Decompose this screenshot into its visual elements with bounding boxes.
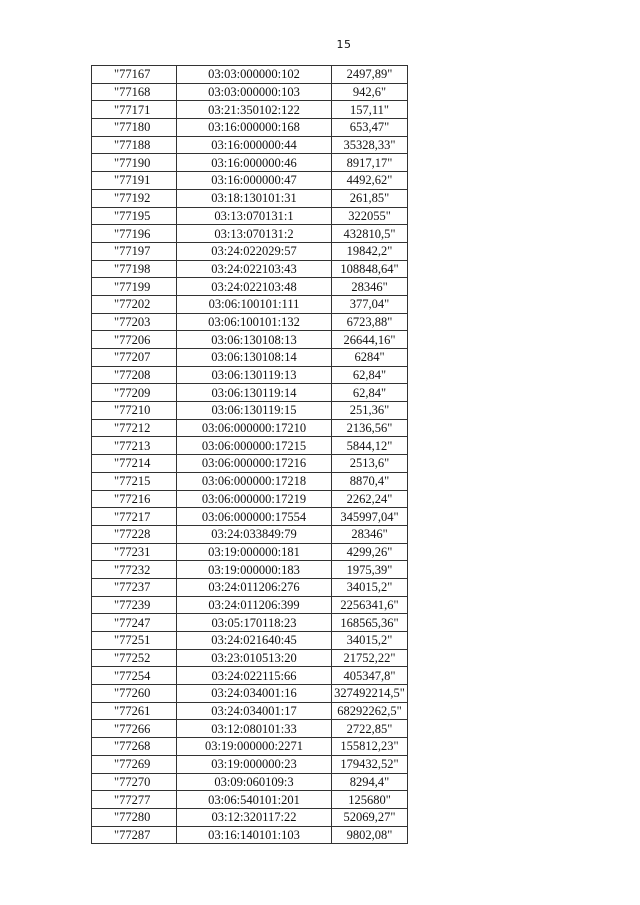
table-row — [92, 402, 408, 420]
row-id-cell: "77237 — [92, 578, 177, 596]
cadastral-number-cell: 03:19:000000:2271 — [177, 738, 332, 756]
row-id-cell: "77198 — [92, 260, 177, 278]
value-cell: 157,11" — [332, 101, 408, 119]
cadastral-number-cell: 03:06:000000:17215 — [177, 437, 332, 455]
row-id-cell: "77280 — [92, 808, 177, 826]
cadastral-number-cell: 03:06:130119:14 — [177, 384, 332, 402]
value-cell: 261,85" — [332, 189, 408, 207]
value-cell: 2262,24" — [332, 490, 408, 508]
row-id-cell: "77269 — [92, 755, 177, 773]
value-cell: 8917,17" — [332, 154, 408, 172]
row-id-cell: "77168 — [92, 83, 177, 101]
value-cell: 345997,04" — [332, 508, 408, 526]
row-id-cell: "77203 — [92, 313, 177, 331]
row-id-cell: "77270 — [92, 773, 177, 791]
cadastral-number-cell: 03:23:010513:20 — [177, 649, 332, 667]
cadastral-number-cell: 03:19:000000:181 — [177, 543, 332, 561]
value-cell: 52069,27" — [332, 808, 408, 826]
cadastral-number-cell: 03:06:000000:17218 — [177, 472, 332, 490]
table-row — [92, 331, 408, 349]
cadastral-number-cell: 03:19:000000:23 — [177, 755, 332, 773]
table-row — [92, 702, 408, 720]
cadastral-number-cell: 03:24:011206:399 — [177, 596, 332, 614]
value-cell: 2513,6" — [332, 455, 408, 473]
row-id-cell: "77209 — [92, 384, 177, 402]
row-id-cell: "77217 — [92, 508, 177, 526]
row-id-cell: "77254 — [92, 667, 177, 685]
table-row — [92, 773, 408, 791]
value-cell: 68292262,5" — [332, 702, 408, 720]
table-row — [92, 313, 408, 331]
table-row — [92, 826, 408, 844]
cadastral-number-cell: 03:24:022103:48 — [177, 278, 332, 296]
table-row — [92, 596, 408, 614]
value-cell: 28346" — [332, 278, 408, 296]
cadastral-number-cell: 03:16:000000:44 — [177, 136, 332, 154]
row-id-cell: "77266 — [92, 720, 177, 738]
value-cell: 2722,85" — [332, 720, 408, 738]
cadastral-number-cell: 03:13:070131:1 — [177, 207, 332, 225]
value-cell: 942,6" — [332, 83, 408, 101]
row-id-cell: "77214 — [92, 455, 177, 473]
value-cell: 432810,5" — [332, 225, 408, 243]
cadastral-number-cell: 03:16:000000:168 — [177, 119, 332, 137]
table-row — [92, 207, 408, 225]
table-row — [92, 525, 408, 543]
table-row — [92, 295, 408, 313]
value-cell: 34015,2" — [332, 632, 408, 650]
row-id-cell: "77287 — [92, 826, 177, 844]
cadastral-number-cell: 03:13:070131:2 — [177, 225, 332, 243]
cadastral-number-cell: 03:09:060109:3 — [177, 773, 332, 791]
cadastral-number-cell: 03:24:033849:79 — [177, 525, 332, 543]
row-id-cell: "77252 — [92, 649, 177, 667]
value-cell: 2136,56" — [332, 419, 408, 437]
row-id-cell: "77196 — [92, 225, 177, 243]
value-cell: 251,36" — [332, 402, 408, 420]
table-row — [92, 561, 408, 579]
table-row — [92, 119, 408, 137]
row-id-cell: "77213 — [92, 437, 177, 455]
table-row — [92, 225, 408, 243]
row-id-cell: "77247 — [92, 614, 177, 632]
table-row — [92, 242, 408, 260]
row-id-cell: "77188 — [92, 136, 177, 154]
cadastral-number-cell: 03:24:034001:16 — [177, 685, 332, 703]
cadastral-number-cell: 03:16:000000:47 — [177, 172, 332, 190]
table-row — [92, 136, 408, 154]
row-id-cell: "77239 — [92, 596, 177, 614]
table-row — [92, 172, 408, 190]
cadastral-number-cell: 03:03:000000:103 — [177, 83, 332, 101]
value-cell: 322055" — [332, 207, 408, 225]
page-number: 15 — [336, 38, 352, 51]
row-id-cell: "77231 — [92, 543, 177, 561]
table-row — [92, 260, 408, 278]
value-cell: 155812,23" — [332, 738, 408, 756]
row-id-cell: "77232 — [92, 561, 177, 579]
cadastral-number-cell: 03:06:130119:15 — [177, 402, 332, 420]
row-id-cell: "77206 — [92, 331, 177, 349]
cadastral-number-cell: 03:24:022115:66 — [177, 667, 332, 685]
table-row — [92, 384, 408, 402]
value-cell: 179432,52" — [332, 755, 408, 773]
table-row — [92, 667, 408, 685]
data-table — [91, 65, 408, 844]
table-row — [92, 472, 408, 490]
table-row — [92, 738, 408, 756]
row-id-cell: "77195 — [92, 207, 177, 225]
cadastral-number-cell: 03:06:540101:201 — [177, 791, 332, 809]
row-id-cell: "77197 — [92, 242, 177, 260]
table-row — [92, 366, 408, 384]
cadastral-number-cell: 03:06:000000:17219 — [177, 490, 332, 508]
cadastral-number-cell: 03:06:000000:17210 — [177, 419, 332, 437]
cadastral-number-cell: 03:03:000000:102 — [177, 66, 332, 84]
cadastral-number-cell: 03:16:000000:46 — [177, 154, 332, 172]
row-id-cell: "77260 — [92, 685, 177, 703]
value-cell: 6284" — [332, 349, 408, 367]
cadastral-number-cell: 03:18:130101:31 — [177, 189, 332, 207]
row-id-cell: "77207 — [92, 349, 177, 367]
cadastral-number-cell: 03:24:022103:43 — [177, 260, 332, 278]
cadastral-number-cell: 03:12:320117:22 — [177, 808, 332, 826]
row-id-cell: "77171 — [92, 101, 177, 119]
value-cell: 2497,89" — [332, 66, 408, 84]
table-row — [92, 101, 408, 119]
row-id-cell: "77167 — [92, 66, 177, 84]
row-id-cell: "77216 — [92, 490, 177, 508]
cadastral-number-cell: 03:16:140101:103 — [177, 826, 332, 844]
value-cell: 19842,2" — [332, 242, 408, 260]
row-id-cell: "77190 — [92, 154, 177, 172]
cadastral-number-cell: 03:06:100101:111 — [177, 295, 332, 313]
value-cell: 28346" — [332, 525, 408, 543]
cadastral-number-cell: 03:06:130108:13 — [177, 331, 332, 349]
cadastral-number-cell: 03:19:000000:183 — [177, 561, 332, 579]
table-row — [92, 543, 408, 561]
value-cell: 6723,88" — [332, 313, 408, 331]
table-row — [92, 808, 408, 826]
cadastral-number-cell: 03:21:350102:122 — [177, 101, 332, 119]
table-row — [92, 685, 408, 703]
value-cell: 1975,39" — [332, 561, 408, 579]
table-row — [92, 755, 408, 773]
table-row — [92, 66, 408, 84]
value-cell: 5844,12" — [332, 437, 408, 455]
cadastral-number-cell: 03:12:080101:33 — [177, 720, 332, 738]
row-id-cell: "77199 — [92, 278, 177, 296]
table-body — [92, 66, 408, 844]
row-id-cell: "77212 — [92, 419, 177, 437]
table-row — [92, 455, 408, 473]
value-cell: 108848,64" — [332, 260, 408, 278]
cadastral-number-cell: 03:06:130119:13 — [177, 366, 332, 384]
row-id-cell: "77208 — [92, 366, 177, 384]
value-cell: 9802,08" — [332, 826, 408, 844]
table-row — [92, 189, 408, 207]
row-id-cell: "77191 — [92, 172, 177, 190]
value-cell: 21752,22" — [332, 649, 408, 667]
row-id-cell: "77210 — [92, 402, 177, 420]
table-row — [92, 649, 408, 667]
cadastral-number-cell: 03:06:000000:17554 — [177, 508, 332, 526]
table-row — [92, 720, 408, 738]
cadastral-number-cell: 03:24:021640:45 — [177, 632, 332, 650]
table-row — [92, 791, 408, 809]
row-id-cell: "77202 — [92, 295, 177, 313]
row-id-cell: "77180 — [92, 119, 177, 137]
table-row — [92, 508, 408, 526]
row-id-cell: "77251 — [92, 632, 177, 650]
value-cell: 377,04" — [332, 295, 408, 313]
table-row — [92, 614, 408, 632]
value-cell: 34015,2" — [332, 578, 408, 596]
value-cell: 4492,62" — [332, 172, 408, 190]
row-id-cell: "77192 — [92, 189, 177, 207]
value-cell: 62,84" — [332, 366, 408, 384]
row-id-cell: "77215 — [92, 472, 177, 490]
value-cell: 405347,8" — [332, 667, 408, 685]
cadastral-number-cell: 03:24:034001:17 — [177, 702, 332, 720]
table-row — [92, 490, 408, 508]
value-cell: 4299,26" — [332, 543, 408, 561]
value-cell: 26644,16" — [332, 331, 408, 349]
row-id-cell: "77277 — [92, 791, 177, 809]
table-row — [92, 349, 408, 367]
row-id-cell: "77268 — [92, 738, 177, 756]
table-row — [92, 419, 408, 437]
value-cell: 2256341,6" — [332, 596, 408, 614]
cadastral-number-cell: 03:24:011206:276 — [177, 578, 332, 596]
row-id-cell: "77228 — [92, 525, 177, 543]
table-row — [92, 154, 408, 172]
value-cell: 168565,36" — [332, 614, 408, 632]
value-cell: 62,84" — [332, 384, 408, 402]
cadastral-number-cell: 03:05:170118:23 — [177, 614, 332, 632]
table-row — [92, 437, 408, 455]
value-cell: 327492214,5" — [332, 685, 408, 703]
cadastral-number-cell: 03:06:130108:14 — [177, 349, 332, 367]
value-cell: 35328,33" — [332, 136, 408, 154]
table-row — [92, 278, 408, 296]
value-cell: 653,47" — [332, 119, 408, 137]
value-cell: 8294,4" — [332, 773, 408, 791]
table-row — [92, 83, 408, 101]
row-id-cell: "77261 — [92, 702, 177, 720]
cadastral-number-cell: 03:06:000000:17216 — [177, 455, 332, 473]
table-row — [92, 632, 408, 650]
cadastral-number-cell: 03:06:100101:132 — [177, 313, 332, 331]
value-cell: 125680" — [332, 791, 408, 809]
table-row — [92, 578, 408, 596]
value-cell: 8870,4" — [332, 472, 408, 490]
cadastral-number-cell: 03:24:022029:57 — [177, 242, 332, 260]
